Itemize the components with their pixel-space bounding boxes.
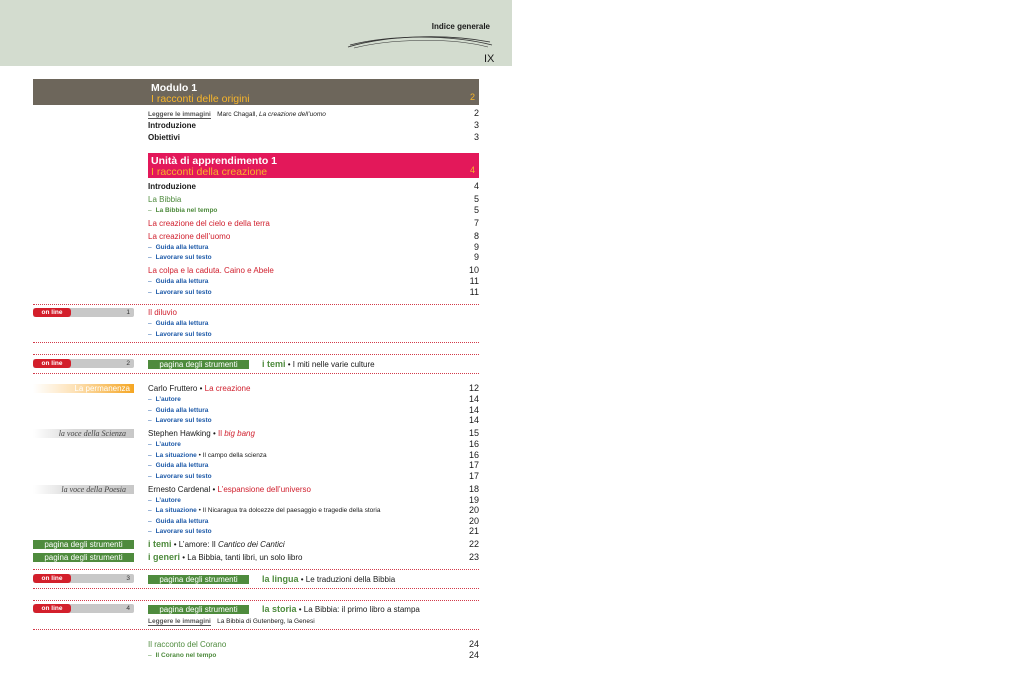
strumenti-row[interactable]: i temi • I miti nelle varie culture <box>262 359 375 369</box>
toc-subrow[interactable]: – L’autore 16 <box>148 439 479 449</box>
separator <box>33 304 479 305</box>
strumenti-row[interactable]: i temi • L’amore: Il Cantico dei Cantici 22 <box>148 539 479 549</box>
leggere-immagini-label: Leggere le immagini <box>148 618 211 625</box>
page-number: IX <box>484 53 495 65</box>
swoosh-decoration <box>344 30 494 50</box>
toc-row[interactable]: La creazione del cielo e della terra 7 <box>148 218 479 228</box>
header-title: Indice generale <box>431 22 490 31</box>
toc-subrow[interactable]: – L’autore 19 <box>148 495 479 505</box>
toc-subrow[interactable]: – Lavorare sul testo <box>148 331 212 338</box>
voce-poesia-tag: la voce della Poesia <box>33 485 134 494</box>
online-title[interactable]: Il diluvio <box>148 308 177 317</box>
online-badge-2[interactable]: on line 2 <box>33 359 134 368</box>
unit-label: Unità di apprendimento 1 <box>151 155 278 167</box>
toc-row[interactable]: Il racconto del Corano 24 <box>148 639 479 649</box>
toc-row[interactable]: Introduzione 4 <box>148 181 479 191</box>
toc-row[interactable]: Carlo Fruttero • La creazione 12 <box>148 383 479 393</box>
strumenti-row[interactable]: la storia • La Bibbia: il primo libro a stampa <box>262 604 420 614</box>
modulo-heading <box>148 82 479 104</box>
separator <box>33 629 479 630</box>
online-badge-1[interactable]: on line 1 <box>33 308 134 317</box>
toc-subrow[interactable]: – L’autore 14 <box>148 394 479 404</box>
toc-subrow[interactable]: – Guida alla lettura 11 <box>148 276 479 286</box>
unit-page: 4 <box>469 165 475 175</box>
toc-row[interactable]: Ernesto Cardenal • L’espansione dell’universo 18 <box>148 484 479 494</box>
toc-row[interactable]: Obiettivi 3 <box>148 132 479 142</box>
voce-scienza-tag: la voce della Scienza <box>33 429 134 438</box>
strumenti-row[interactable]: i generi • La Bibbia, tanti libri, un solo libro 23 <box>148 552 479 562</box>
toc-subrow[interactable]: – Il Corano nel tempo 24 <box>148 650 479 660</box>
strumenti-tag: pagina degli strumenti <box>148 605 249 614</box>
toc-subrow[interactable]: – Guida alla lettura 17 <box>148 460 479 470</box>
strumenti-tag: pagina degli strumenti <box>148 360 249 369</box>
toc-subrow[interactable]: – Guida alla lettura <box>148 320 209 327</box>
toc-row[interactable]: La colpa e la caduta. Caino e Abele 10 <box>148 265 479 275</box>
separator <box>33 354 479 355</box>
toc-row[interactable]: Stephen Hawking • Il big bang 15 <box>148 428 479 438</box>
online-badge-3[interactable]: on line 3 <box>33 574 134 583</box>
toc-subrow[interactable]: – Lavorare sul testo 14 <box>148 415 479 425</box>
toc-row[interactable]: La Bibbia 5 <box>148 194 479 204</box>
online-badge-4[interactable]: on line 4 <box>33 604 134 613</box>
separator <box>33 373 479 374</box>
separator <box>33 569 479 570</box>
toc-subrow[interactable]: – Lavorare sul testo 9 <box>148 252 479 262</box>
separator <box>33 600 479 601</box>
toc-row[interactable]: La creazione dell’uomo 8 <box>148 231 479 241</box>
permanenza-tag: La permanenza <box>33 384 134 393</box>
toc-row[interactable]: Leggere le immagini La Bibbia di Gutenberg, la Genesi <box>148 618 315 625</box>
toc-subrow[interactable]: – Guida alla lettura 14 <box>148 405 479 415</box>
toc-subrow[interactable]: – Guida alla lettura 9 <box>148 242 479 252</box>
toc-subrow[interactable]: – Lavorare sul testo 21 <box>148 526 479 536</box>
strumenti-tag: pagina degli strumenti <box>33 553 134 562</box>
unit-heading <box>148 155 479 177</box>
toc-subrow[interactable]: – Guida alla lettura 20 <box>148 516 479 526</box>
toc-subrow[interactable]: – La situazione • Il Nicaragua tra dolcezze del paesaggio e tragedie della storia 20 <box>148 505 479 515</box>
leggere-immagini-label: Leggere le immagini <box>148 111 211 118</box>
toc-subrow[interactable]: – Lavorare sul testo 11 <box>148 287 479 297</box>
toc-subrow[interactable]: – Lavorare sul testo 17 <box>148 471 479 481</box>
toc-subrow[interactable]: – La Bibbia nel tempo 5 <box>148 205 479 215</box>
strumenti-row[interactable]: la lingua • Le traduzioni della Bibbia <box>262 574 396 584</box>
modulo-title: I racconti delle origini <box>151 93 250 105</box>
strumenti-tag: pagina degli strumenti <box>33 540 134 549</box>
modulo-page: 2 <box>469 92 475 102</box>
toc-subrow[interactable]: – La situazione • Il campo della scienza 16 <box>148 450 479 460</box>
separator <box>33 588 479 589</box>
unit-title: I racconti della creazione <box>151 166 268 178</box>
toc-row[interactable]: Introduzione 3 <box>148 120 479 130</box>
strumenti-tag: pagina degli strumenti <box>148 575 249 584</box>
modulo-label: Modulo 1 <box>151 82 198 94</box>
separator <box>33 342 479 343</box>
toc-row[interactable]: Leggere le immagini Marc Chagall, La creazione dell’uomo 2 <box>148 108 479 118</box>
